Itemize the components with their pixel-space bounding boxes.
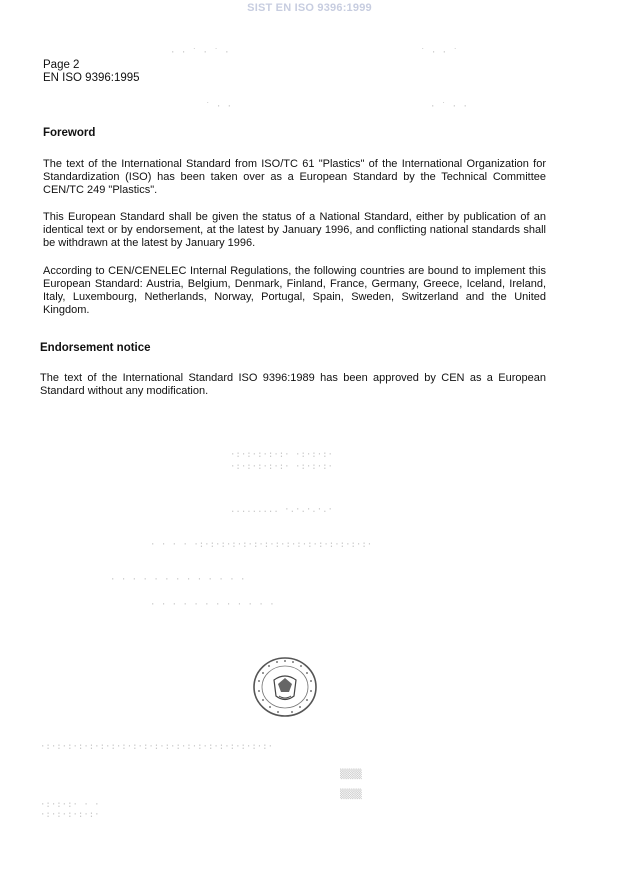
endorsement-heading: Endorsement notice (40, 342, 151, 354)
foreword-paragraph-2: This European Standard shall be given the status of a National Standard, either by publication of an identical text or by endorsement, at the latest by January 1996, and conflicting national standards shall be withdrawn at the latest by January 1996. (43, 211, 546, 249)
foreword-heading: Foreword (43, 127, 96, 139)
page-header (43, 59, 140, 85)
foreword-paragraph-3: According to CEN/CENELEC Internal Regulations, the following countries are bound to implement this European Standard: Austria, Belgium, Denmark, Finland, France, Germany, Greece, Iceland, Ireland, Italy, Luxembourg, Netherlands, Norway, Portugal, Spain, Sweden, Switzerland and the United Kingdom. (43, 265, 546, 316)
endorsement-paragraph: The text of the International Standard ISO 9396:1989 has been approved by CEN as a European Standard without any modification. (40, 372, 546, 397)
foreword-paragraph-1: The text of the International Standard from ISO/TC 61 "Plastics" of the International Organization for Standardization (ISO) has been taken over as a European Standard by the Technical Committee CEN/TC 249 "Plastics". (43, 158, 546, 196)
institute-seal (252, 656, 318, 723)
standard-id: EN ISO 9396:1995 (43, 72, 140, 84)
watermark: SIST EN ISO 9396:1999 (247, 2, 372, 14)
page-number: Page 2 (43, 59, 80, 71)
